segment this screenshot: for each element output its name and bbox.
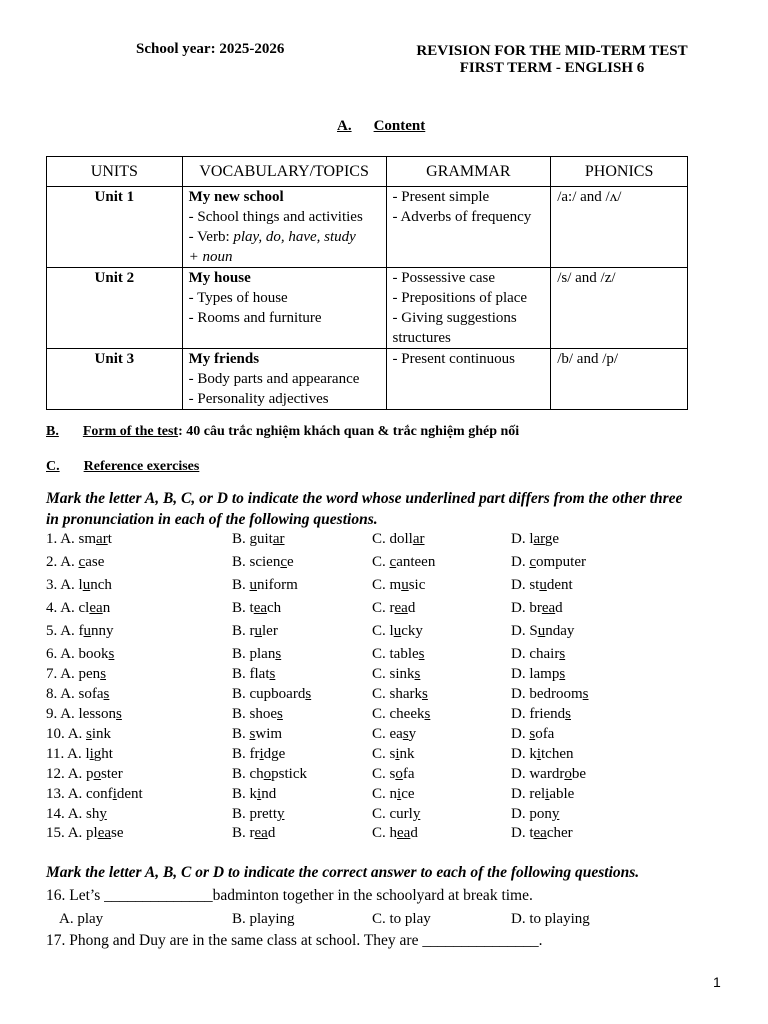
q16-suffix: badminton together in the schoolyard at break time. [212,887,533,904]
option-b[interactable]: B. kind [232,786,277,802]
q17-prefix: 17. Phong and Duy are in the same class at school. They are [46,932,423,949]
underlined-part: s [249,726,256,742]
underlined-part: y [551,806,560,822]
option-b[interactable]: B. guitar [232,531,285,547]
option-c[interactable]: C. read [372,600,416,616]
underlined-part: y [99,806,107,822]
question-number: 3. [46,577,61,593]
option-a[interactable]: 3. A. lunch [46,577,112,593]
grammar-cell [386,187,551,268]
vocab-item: - Personality adjectives [188,391,329,407]
topic: My friends [188,351,260,367]
grammar-item: - Adverbs of frequency [392,209,532,225]
option-b[interactable]: B. uniform [232,577,298,593]
underlined-part: ea [394,600,408,616]
underlined-part: ea [533,825,547,841]
question-number: 15. [46,825,68,841]
underlined-part: s [86,726,92,742]
grammar-item: - Giving suggestions [392,310,517,326]
grammar-item: structures [392,330,451,346]
title-line-2: FIRST TERM - ENGLISH 6 [459,60,645,76]
instruction-2: Mark the letter A, B, C or D to indicate the correct answer to each of the following questions. [46,864,640,881]
phonics-cell: /a:/ and /ʌ/ [551,187,688,268]
option-a[interactable]: 8. A. sofas [46,686,110,702]
underlined-part: ar [272,531,285,547]
underlined-part: s [103,686,110,702]
vocab-item: - Body parts and appearance [188,371,360,387]
option-d[interactable]: D. teacher [511,825,573,841]
underlined-part: y [412,806,421,822]
question-number: 9. [46,706,61,722]
question-number: 4. [46,600,61,616]
underlined-part: s [116,706,122,722]
underlined-part: u [537,623,546,639]
question-number: 14. [46,806,68,822]
section-a-heading [337,118,425,135]
header-units: UNITS [47,157,183,187]
underlined-part: u [401,577,409,593]
option-d[interactable]: D. lamps [511,666,566,682]
underlined-part: o [564,766,572,782]
underlined-part: i [395,746,400,762]
question-number: 8. [46,686,61,702]
underlined-part: s [414,666,421,682]
option-c[interactable]: C. dollar [372,531,425,547]
underlined-part: s [269,666,276,682]
option-d[interactable]: D. sofa [511,726,555,742]
option-c[interactable]: C. nice [372,786,415,802]
option-c[interactable]: C. head [372,825,418,841]
option-c[interactable]: C. curly [372,806,421,822]
vocab-cell [182,268,386,349]
table-row [47,187,688,268]
grammar-item: - Present simple [392,189,490,205]
q16-blank[interactable]: ______________ [104,887,213,904]
question-number: 10. [46,726,68,742]
section-b-letter: B. [46,424,59,439]
q17-blank[interactable]: _______________ [422,932,539,949]
option-c[interactable]: C. tables [372,646,425,662]
underlined-part: ar [96,531,108,547]
underlined-part: s [529,726,536,742]
option-b[interactable]: B. teach [232,600,282,616]
section-b-text: : 40 câu trắc nghiệm khách quan & trắc nghiệm ghép nối [178,424,520,439]
question-17 [46,932,542,950]
underlined-part: u [539,577,547,593]
underlined-part: u [249,577,258,593]
underlined-part: ea [541,600,556,616]
verb-list: play, do, have, study [233,229,356,245]
option-d[interactable]: D. friends [511,706,571,722]
underlined-part: i [259,746,264,762]
underlined-part: s [277,706,283,722]
option-a[interactable]: 14. A. shy [46,806,107,822]
option-a[interactable]: 11. A. light [46,746,113,762]
school-year: School year: 2025-2026 [136,41,285,57]
vocab-cell [182,349,386,410]
underlined-part: u [393,623,402,639]
question-number: 12. [46,766,68,782]
option-d[interactable]: D. large [511,531,560,547]
option-c[interactable]: C. sharks [372,686,428,702]
question-number: 5. [46,623,61,639]
header-phonics: PHONICS [551,157,688,187]
option-b[interactable]: B. plans [232,646,282,662]
vocab-cell [182,187,386,268]
underlined-part: y [277,806,285,822]
underlined-part: s [402,726,409,742]
option-a[interactable]: 10. A. sink [46,726,112,742]
grammar-item: - Possessive case [392,270,496,286]
option-c[interactable]: C. canteen [372,554,436,570]
option-c[interactable]: C. music [372,577,426,593]
option-a[interactable]: 1. A. smart [46,531,112,547]
underlined-part: o [93,766,102,782]
option-b[interactable]: B. science [232,554,294,570]
underlined-part: ea [254,825,268,841]
option-a[interactable]: 7. A. pens [46,666,107,682]
option-b[interactable]: B. flats [232,666,276,682]
underlined-part: i [112,786,117,802]
q16-option-b[interactable]: B. playing [232,911,295,927]
underlined-part: s [582,686,589,702]
option-c[interactable]: C. sink [372,746,415,762]
topic: My new school [188,189,284,205]
option-d[interactable]: D. Sunday [511,623,575,639]
underlined-part: s [559,646,566,662]
option-c[interactable]: C. sinks [372,666,421,682]
underlined-part: o [395,766,403,782]
verb-prefix: - Verb: [188,229,234,245]
option-a[interactable]: 5. A. funny [46,623,114,639]
header-grammar: GRAMMAR [386,157,551,187]
option-d[interactable]: D. kitchen [511,746,574,762]
instruction-1-line-2: in pronunciation in each of the following questions. [46,511,378,528]
option-d[interactable]: D. computer [511,554,587,570]
vocab-item: - School things and activities [188,209,363,225]
underlined-part: c [78,554,86,570]
option-c[interactable]: C. lucky [372,623,423,639]
question-number: 13. [46,786,68,802]
option-b[interactable]: B. read [232,825,276,841]
underlined-part: s [422,686,428,702]
instruction-1-line-1: Mark the letter A, B, C, or D to indicate the word whose underlined part differs from the other three [46,490,683,507]
underlined-part: ar [533,531,545,547]
q16-option-a[interactable]: A. play [59,911,104,927]
underlined-part: i [545,786,550,802]
q16-option-c[interactable]: C. to play [372,911,431,927]
page-number: 1 [713,974,721,990]
question-number: 2. [46,554,61,570]
underlined-part: s [108,646,115,662]
question-16 [46,887,533,905]
question-number: 7. [46,666,61,682]
section-c-heading [46,459,199,475]
section-b-heading [46,424,519,440]
vocab-item: + noun [188,249,233,265]
option-d[interactable]: D. student [511,577,573,593]
content-table [46,156,688,410]
option-b[interactable]: B. fridge [232,746,286,762]
option-b[interactable]: B. cupboards [232,686,312,702]
unit-cell: Unit 2 [47,268,183,349]
underlined-part: u [82,577,91,593]
underlined-part: i [89,746,94,762]
underlined-part: s [565,706,571,722]
section-a-letter: A. [337,118,352,134]
underlined-part: ea [97,825,112,841]
unit-cell: Unit 1 [47,187,183,268]
underlined-part: u [83,623,92,639]
vocab-item [189,227,380,247]
unit-cell: Unit 3 [47,349,183,410]
underlined-part: s [305,686,312,702]
q16-prefix: 16. Let’s [46,887,105,904]
q16-option-d[interactable]: D. to playing [511,911,590,927]
question-number: 6. [46,646,61,662]
underlined-part: s [559,666,566,682]
question-number: 11. [46,746,68,762]
header-vocabulary: VOCABULARY/TOPICS [182,157,386,187]
option-d[interactable]: D. pony [511,806,560,822]
table-row [47,268,688,349]
option-c[interactable]: C. sofa [372,766,415,782]
option-a[interactable]: 6. A. books [46,646,115,662]
option-a[interactable]: 9. A. lessons [46,706,122,722]
underlined-part: s [418,646,425,662]
underlined-part: i [536,746,542,762]
option-c[interactable]: C. easy [372,726,417,742]
title-line-1: REVISION FOR THE MID-TERM TEST [416,43,688,59]
underlined-part: s [100,666,107,682]
underlined-part: i [257,786,262,802]
q17-suffix: . [538,932,543,949]
option-d[interactable]: D. bread [511,600,563,616]
question-number: 1. [46,531,61,547]
vocab-item: - Rooms and furniture [188,310,322,326]
underlined-part: s [275,646,282,662]
table-header-row [47,157,688,187]
option-c[interactable]: C. cheeks [372,706,431,722]
option-d[interactable]: D. bedrooms [511,686,589,702]
grammar-item: - Present continuous [392,351,516,367]
underlined-part: c [389,554,397,570]
underlined-part: ar [412,531,425,547]
section-b-title: Form of the test [82,424,179,439]
option-d[interactable]: D. reliable [511,786,575,802]
option-a[interactable]: 2. A. case [46,554,105,570]
phonics-cell: /b/ and /p/ [551,349,688,410]
option-b[interactable]: B. chopstick [232,766,308,782]
option-d[interactable]: D. wardrobe [511,766,586,782]
underlined-part: ea [397,825,411,841]
section-a-title: Content [373,118,426,134]
underlined-part: o [263,766,272,782]
topic: My house [188,270,251,286]
table-row [47,349,688,410]
section-c-letter: C. [46,459,60,474]
underlined-part: c [529,554,537,570]
option-d[interactable]: D. chairs [511,646,566,662]
underlined-part: u [254,623,262,639]
underlined-part: c [280,554,287,570]
vocab-item: - Types of house [188,290,288,306]
option-a[interactable]: 4. A. clean [46,600,111,616]
grammar-cell [386,268,551,349]
underlined-part: ea [89,600,103,616]
underlined-part: i [397,786,402,802]
option-a[interactable]: 15. A. please [46,825,124,841]
option-a[interactable]: 12. A. poster [46,766,123,782]
option-b[interactable]: B. shoes [232,706,283,722]
option-b[interactable]: B. ruler [232,623,278,639]
underlined-part: s [424,706,431,722]
option-b[interactable]: B. swim [232,726,283,742]
option-a[interactable]: 13. A. confident [46,786,143,802]
option-b[interactable]: B. pretty [232,806,285,822]
underlined-part: ea [253,600,268,616]
grammar-cell [386,349,551,410]
section-c-title: Reference exercises [83,459,200,474]
grammar-item: - Prepositions of place [392,290,528,306]
phonics-cell: /s/ and /z/ [551,268,688,349]
